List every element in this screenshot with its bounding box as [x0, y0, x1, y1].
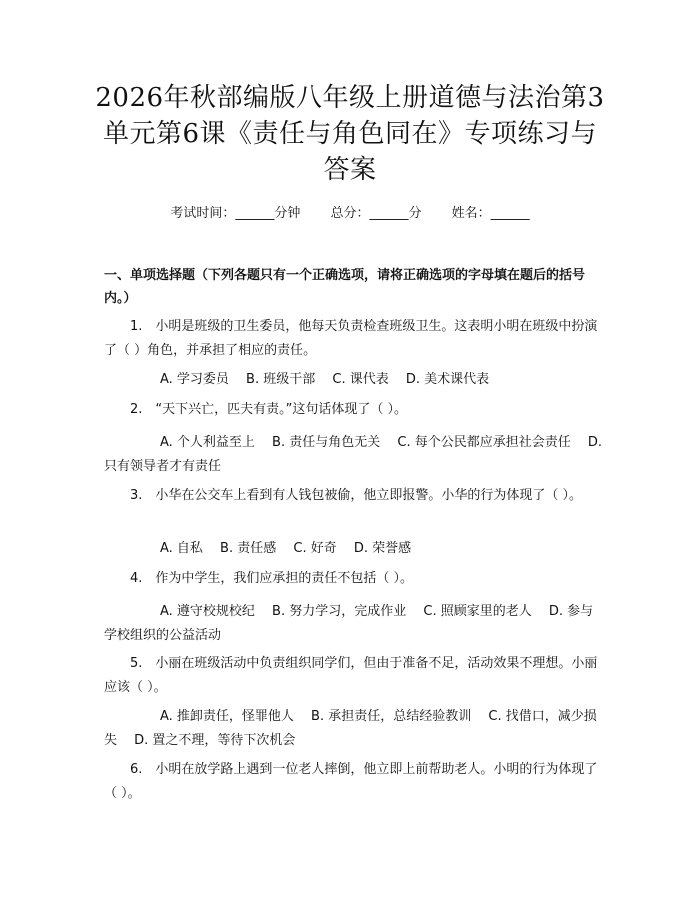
question-5-stem: 5. 小丽在班级活动中负责组织同学们，但由于准备不足，活动效果不理想。小丽应该（ ）。 — [104, 656, 598, 695]
exam-time-unit: 分钟 — [274, 206, 301, 221]
question-1-options: A. 学习委员 B. 班级干部 C. 课代表 D. 美术课代表 — [160, 372, 490, 387]
question-1-stem: 1. 小明是班级的卫生委员，他每天负责检查班级卫生。这表明小明在班级中扮演了（ ）角色，并承担了相应的责任。 — [104, 319, 598, 358]
section-heading: 一、单项选择题（下列各题只有一个正确选项，请将正确选项的字母填在题后的括号内。） — [104, 268, 586, 306]
question-5-options: A. 推卸责任，怪罪他人 B. 承担责任，总结经验教训 C. 找借口，减少损失 D. 置之不理，等待下次机会 — [104, 709, 597, 748]
question-4-options: A. 遵守校规校纪 B. 努力学习，完成作业 C. 照顾家里的老人 D. 参与学校组织的公益活动 — [104, 604, 594, 643]
question-6-stem: 6. 小明在放学路上遇到一位老人摔倒，他立即上前帮助老人。小明的行为体现了（ ）。 — [104, 762, 598, 801]
total-score-blank: ______ — [369, 206, 409, 221]
student-name-label: 姓名： — [451, 206, 491, 221]
student-name — [452, 206, 530, 221]
total-score — [330, 206, 425, 221]
question-3-options: A. 自私 B. 责任感 C. 好奇 D. 荣誉感 — [160, 541, 412, 556]
question-2-stem: 2. “天下兴亡，匹夫有责。”这句话体现了（ ）。 — [130, 402, 408, 417]
total-score-unit: 分 — [408, 206, 422, 221]
exam-time-blank: ______ — [235, 206, 275, 221]
question-3-stem: 3. 小华在公交车上看到有人钱包被偷，他立即报警。小华的行为体现了（ ）。 — [130, 488, 583, 503]
question-4-stem: 4. 作为中学生，我们应承担的责任不包括（ ）。 — [130, 571, 414, 586]
exam-time — [170, 206, 304, 221]
exam-time-label: 考试时间： — [170, 206, 236, 221]
total-score-label: 总分： — [330, 206, 370, 221]
document-title: 2026年秋部编版八年级上册道德与法治第3单元第6课《责任与角色同在》专项练习与答案 — [95, 83, 605, 185]
student-name-blank: ______ — [490, 206, 530, 221]
question-2-options: A. 个人利益至上 B. 责任与角色无关 C. 每个公民都应承担社会责任 D. 只有领导者才有责任 — [104, 435, 602, 474]
exam-info-line — [0, 205, 700, 223]
